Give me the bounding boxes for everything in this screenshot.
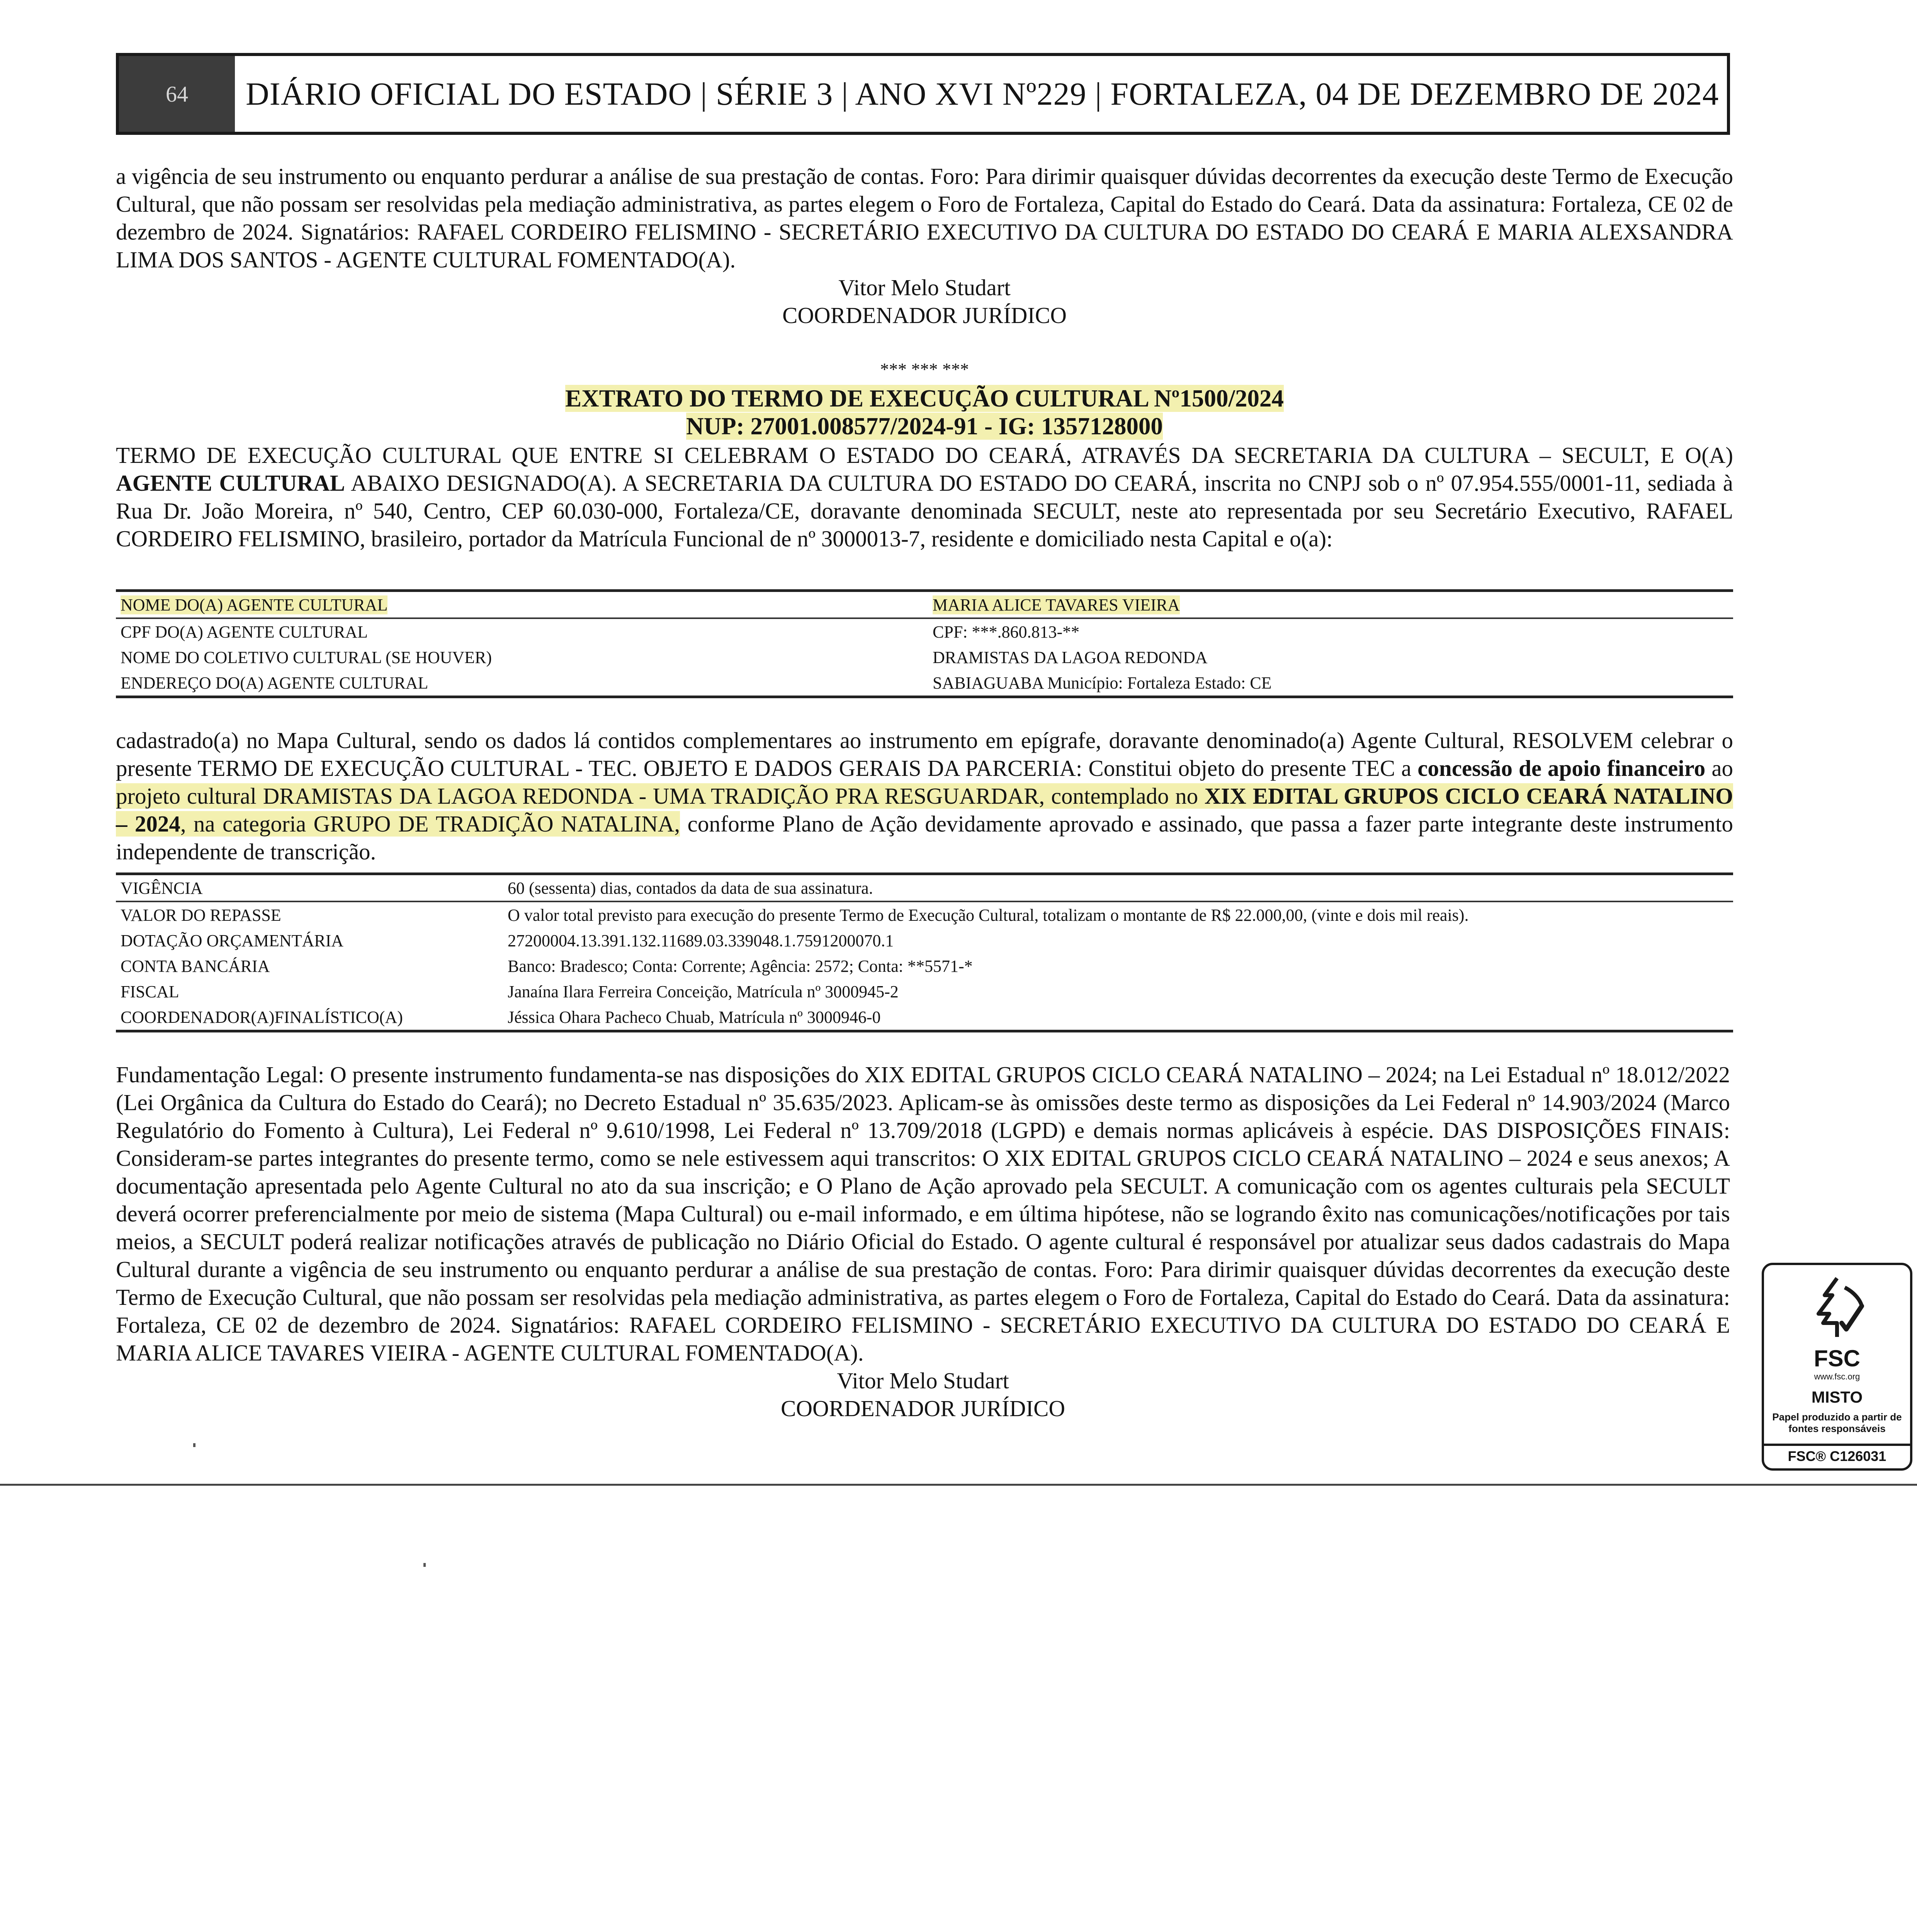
object-highlight-1: projeto cultural DRAMISTAS DA LAGOA REDONDA - UMA TRADIÇÃO PRA RESGUARDAR, contemplado no [116,783,1205,809]
detail-label-vigencia: VIGÊNCIA [116,874,503,902]
agent-label-address: ENDEREÇO DO(A) AGENTE CULTURAL [121,673,428,692]
table-row [116,928,1733,953]
fsc-badge [1762,1263,1912,1471]
object-text-1: cadastrado(a) no Mapa Cultural, sendo os dados lá contidos complementares ao instrumento em epígrafe, doravante denominado(a) Agente Cultural, RESOLVEM celebrar o presente TERMO DE EXECUÇÃO CULTURAL - TEC. OBJETO E DADOS GERAIS DA PARCERIA: Constitui objeto do presente TEC a [116,728,1733,781]
detail-value-conta: Banco: Bradesco; Conta: Corrente; Agência: 2572; Conta: **5571-* [508,956,973,976]
object-text-3: conforme Plano de Ação devidamente aprovado e assinado, que passa a fazer parte integrante deste instrumento independente de transcrição. [116,811,1733,864]
intro-text-2: ABAIXO DESIGNADO(A). A SECRETARIA DA CULTURA DO ESTADO DO CEARÁ, inscrita no CNPJ sob o nº 07.954.555/0001-11, sediada à Rua Dr. João Moreira, nº 540, Centro, CEP 60.030-000, Fortaleza/CE, doravante denominada SECULT, neste ato representada por seu Secretário Executivo, RAFAEL CORDEIRO FELISMINO, brasileiro, portador da Matrícula Funcional de nº 3000013-7, residente e domiciliado nesta Capital e o(a): [116,470,1733,551]
extract-object [116,726,1733,866]
object-bold: concessão de apoio financeiro [1417,755,1706,781]
agent-value-name: MARIA ALICE TAVARES VIEIRA [933,595,1180,614]
fsc-label: MISTO [1811,1388,1863,1406]
detail-label-valor: VALOR DO REPASSE [121,905,281,925]
extract-title-block [116,384,1733,440]
extract-intro [116,441,1733,553]
object-text-2: ao [1705,755,1733,781]
extract-title: EXTRATO DO TERMO DE EXECUÇÃO CULTURAL Nº1500/2024 [565,385,1284,412]
scan-speck [193,1443,195,1447]
detail-value-fiscal: Janaína Ilara Ferreira Conceição, Matrícula nº 3000945-2 [508,982,899,1001]
signer-name: Vitor Melo Studart [837,1368,1009,1393]
details-table [116,872,1733,1032]
fsc-code: FSC® C126031 [1764,1444,1910,1468]
detail-value-dotacao: 27200004.13.391.132.11689.03.339048.1.7591200070.1 [508,931,894,950]
agent-label-cpf: CPF DO(A) AGENTE CULTURAL [121,622,368,641]
fsc-tree-check-icon [1798,1272,1876,1342]
table-row [116,901,1733,928]
detail-label-fiscal: FISCAL [121,982,179,1001]
table-row [116,618,1733,645]
extract-nup: NUP: 27001.008577/2024-91 - IG: 1357128000 [686,413,1163,440]
fsc-name: FSC [1814,1345,1860,1371]
table-row [116,1004,1733,1031]
scan-speck [423,1563,426,1567]
agent-table [116,589,1733,698]
extract-legal [116,1061,1730,1422]
detail-value-valor: O valor total previsto para execução do presente Termo de Execução Cultural, totalizam o montante de R$ 22.000,00, (vinte e dois mil reais). [508,905,1469,925]
detail-label-conta: CONTA BANCÁRIA [121,956,270,976]
fsc-description: Papel produzido a partir de fontes responsáveis [1772,1411,1902,1434]
agent-label-collective: NOME DO COLETIVO CULTURAL (SE HOUVER) [121,648,492,667]
agent-label-name: NOME DO(A) AGENTE CULTURAL [121,595,388,614]
separator: *** *** *** [880,359,969,379]
detail-value-coordenador: Jéssica Ohara Pacheco Chuab, Matrícula nº 3000946-0 [508,1007,881,1027]
table-row [116,874,1733,902]
previous-extract-body: a vigência de seu instrumento ou enquanto perdurar a análise de sua prestação de contas. Foro: Para dirimir quaisquer dúvidas decorrentes da execução deste Termo de Execução Cultural, que não possam ser resolvidas pela mediação administrativa, as partes elegem o Foro de Fortaleza, Capital do Estado do Ceará. Data da assinatura: Fortaleza, CE 02 de dezembro de 2024. Signatários: RAFAEL CORDEIRO FELISMINO - SECRETÁRIO EXECUTIVO DA CULTURA DO ESTADO DO CEARÁ E MARIA ALEXSANDRA LIMA DOS SANTOS - AGENTE CULTURAL FOMENTADO(A). [116,163,1733,272]
intro-bold: AGENTE CULTURAL [116,470,345,496]
agent-value-collective: DRAMISTAS DA LAGOA REDONDA [933,648,1208,667]
page-number: 64 [119,56,235,132]
page-cut-line [0,1484,1917,1486]
legal-body: Fundamentação Legal: O presente instrumento fundamenta-se nas disposições do XIX EDITAL GRUPOS CICLO CEARÁ NATALINO – 2024; na Lei Estadual nº 18.012/2022 (Lei Orgânica da Cultura do Estado do Ceará); no Decreto Estadual nº 35.635/2023. Aplicam-se às omissões deste termo as disposições da Lei Federal nº 14.903/2024 (Marco Regulatório do Fomento à Cultura), Lei Federal nº 9.610/1998, Lei Federal nº 13.709/2018 (LGPD) e demais normas aplicáveis à espécie. DAS DISPOSIÇÕES FINAIS: Consideram-se partes integrantes do presente termo, como se nele estivessem aqui transcritos: O XIX EDITAL GRUPOS CICLO CEARÁ NATALINO – 2024 e seus anexos; A documentação apresentada pelo Agente Cultural no ato da sua inscrição; e O Plano de Ação aprovado pela SECULT. A comunicação com os agentes culturais pela SECULT deverá ocorrer preferencialmente por meio de sistema (Mapa Cultural) ou e-mail informado, e em última hipótese, não se logrando êxito nas comunicações/notificações por tais meios, a SECULT poderá realizar notificações através de publicação no Diário Oficial do Estado. O agente cultural é responsável por atualizar seus dados cadastrais do Mapa Cultural durante a vigência de seu instrumento ou enquanto perdurar a análise de sua prestação de contas. Foro: Para dirimir quaisquer dúvidas decorrentes da execução deste Termo de Execução Cultural, que não possam ser resolvidas pela mediação administrativa, as partes elegem o Foro de Fortaleza, Capital do Estado do Ceará. Data da assinatura: Fortaleza, CE 02 de dezembro de 2024. Signatários: RAFAEL CORDEIRO FELISMINO - SECRETÁRIO EXECUTIVO DA CULTURA DO ESTADO DO CEARÁ E MARIA ALICE TAVARES VIEIRA - AGENTE CULTURAL FOMENTADO(A). [116,1062,1730,1366]
detail-label-coordenador: COORDENADOR(A)FINALÍSTICO(A) [121,1007,403,1027]
table-row [116,670,1733,697]
previous-signer-role: COORDENADOR JURÍDICO [782,303,1067,328]
table-row [116,645,1733,670]
fsc-website: www.fsc.org [1814,1372,1860,1381]
previous-extract [116,162,1733,329]
table-row [116,979,1733,1004]
object-highlight-2: , na categoria GRUPO DE TRADIÇÃO NATALINA, [180,811,680,837]
intro-text-1: TERMO DE EXECUÇÃO CULTURAL QUE ENTRE SI CELEBRAM O ESTADO DO CEARÁ, ATRAVÉS DA SECRETARIA DA CULTURA – SECULT, E O(A) [116,442,1733,468]
table-row [116,591,1733,619]
detail-value-vigencia: 60 (sessenta) dias, contados da data de sua assinatura. [503,874,1733,902]
signer-role: COORDENADOR JURÍDICO [781,1396,1065,1421]
previous-signer-name: Vitor Melo Studart [838,275,1011,300]
agent-value-address: SABIAGUABA Município: Fortaleza Estado: CE [933,673,1272,692]
object-highlight-bold: XIX EDITAL GRUPOS CICLO CEARÁ NATALINO – 2024 [116,783,1733,837]
table-row [116,953,1733,979]
agent-value-cpf: CPF: ***.860.813-** [933,622,1080,641]
masthead: DIÁRIO OFICIAL DO ESTADO | SÉRIE 3 | ANO XVI Nº229 | FORTALEZA, 04 DE DEZEMBRO DE 2024 [246,76,1719,112]
detail-label-dotacao: DOTAÇÃO ORÇAMENTÁRIA [121,931,344,950]
page-header [116,53,1730,135]
